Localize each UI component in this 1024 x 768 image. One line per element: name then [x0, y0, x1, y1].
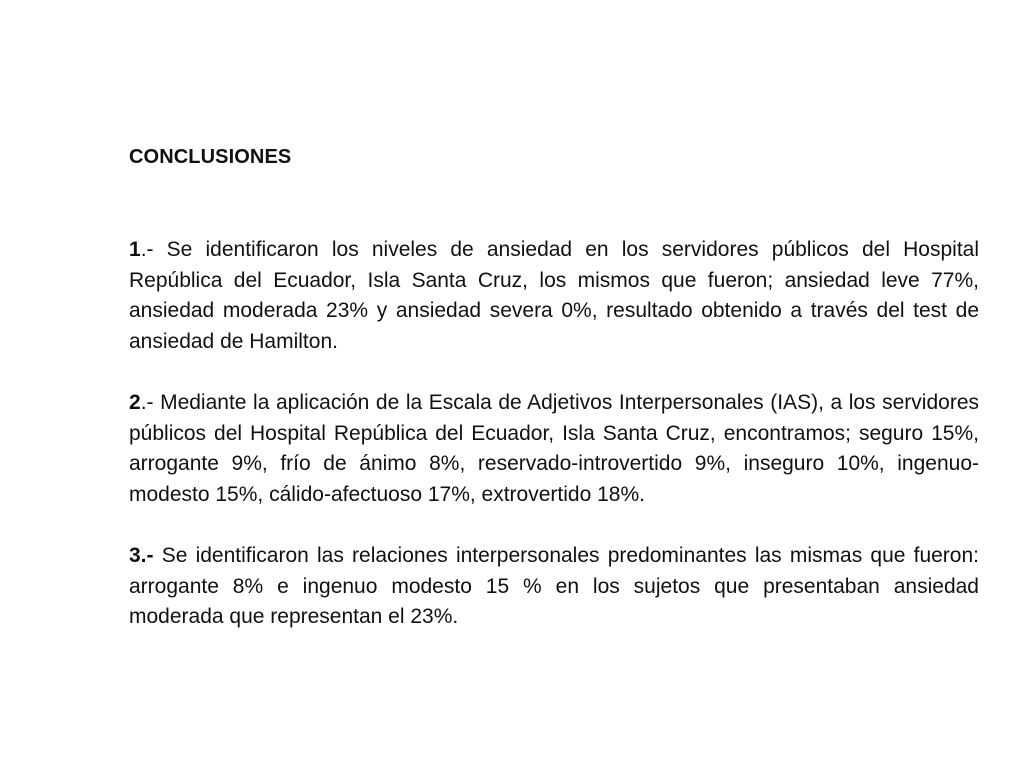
- slide-content: [129, 142, 979, 663]
- conclusion-2-text: .- Mediante la aplicación de la Escala de Adjetivos Interpersonales (IAS), a los servidores públicos del Hospital República del Ecuador, Isla Santa Cruz, encontramos; seguro 15%, arrogante 9%, frío de ánimo 8%, reservado-introvertido 9%, inseguro 10%, ingenuo-modesto 15%, cálido-afectuoso 17%, extrovertido 18%.: [129, 390, 979, 506]
- conclusion-2: [129, 388, 979, 510]
- conclusion-1-number: 1: [129, 238, 141, 261]
- conclusion-2-number: 2: [129, 390, 141, 414]
- conclusion-1-text: .- Se identificaron los niveles de ansiedad en los servidores públicos del Hospital República del Ecuador, Isla Santa Cruz, los mismos que fueron; ansiedad leve 77%, ansiedad moderada 23% y ansiedad severa 0%, resultado obtenido a través del test de ansiedad de Hamilton.: [129, 238, 979, 353]
- conclusion-3: [129, 541, 979, 633]
- conclusion-3-number: 3.-: [129, 543, 154, 567]
- conclusion-1: [129, 235, 979, 357]
- slide-title: CONCLUSIONES: [129, 146, 292, 168]
- conclusion-3-text: Se identificaron las relaciones interpersonales predominantes las mismas que fueron: arrogante 8% e ingenuo modesto 15 % en los sujetos que presentaban ansiedad moderada que representan el 23%.: [129, 543, 979, 629]
